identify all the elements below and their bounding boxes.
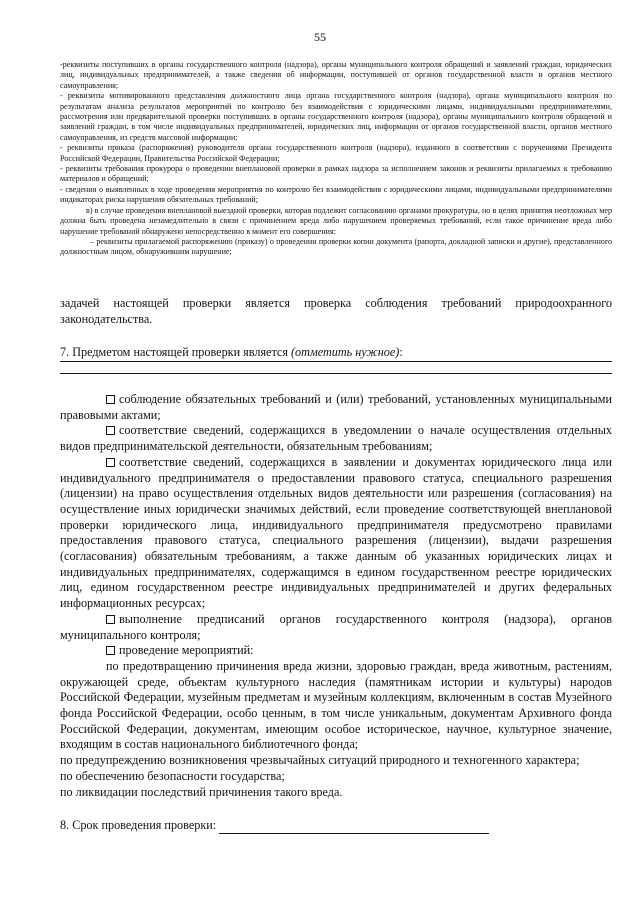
section-7-colon: : (399, 345, 403, 359)
option-notification: соответствие сведений, содержащихся в уведомлении о начале осуществления отдельных видов предпринимательской деятельности, обязательным требованиям; (60, 423, 612, 454)
small-paragraph: - сведения о выявленных в ходе проведения мероприятия по контролю без взаимодействия с юридическими лицами, индивидуальными предпринимателями индикаторах риска нарушения обязательных требований; (60, 184, 612, 205)
checkbox-application[interactable] (106, 458, 115, 467)
duration-field[interactable] (219, 822, 489, 834)
section-7-title: 7. Предметом настоящей проверки является (60, 345, 288, 359)
option-application: соответствие сведений, содержащихся в заявлении и документах юридического лица или индивидуального предпринимателя о предоставлении правового статуса, специального разрешения (лицензии) на право осуществления отдельных видов деятельности или разрешения (согласования) на осуществление иных юридически значимых действий, если проведение соответствующей внеплановой проверки юридического лица, индивидуального предпринимателя предусмотрено правилами предоставления правового статуса, специального разрешения (лицензии), выдачи разрешения (согласования) обязательным требованиям, а также данным об указанных юридических лицах и индивидуальных предпринимателях, содержащимся в едином государственном реестре юридических лиц, едином государственном реестре индивидуальных предпринимателей и других федеральных информационных ресурсах; (60, 454, 612, 611)
small-paragraph: -реквизиты поступивших в органы государственного контроля (надзора), органы муниципального контроля обращений и заявлений граждан, юридических лиц, индивидуальных предпринимателей, а также сведения об информации, поступившей от органов государственной власти и органов местного самоуправления; (60, 60, 612, 90)
small-paragraph: в) в случае проведения внеплановой выездной проверки, которая подлежит согласованию органами прокуратуры, но в целях принятия неотложных мер должна быть проведена незамедлительно в связи с причинением вреда либо нарушением проверяемых требований, если такое причинение вреда либо нарушение требований обнаружено непосредственно в момент его совершения: (60, 205, 612, 236)
small-paragraph: - реквизиты мотивированного представления должностного лица органа государственного контроля (надзора), органа муниципального контроля по результатам анализа результатов мероприятий по контролю без взаимодействия с юридическими лицами, индивидуальными предпринимателями, рассмотрения или предварительной проверки поступивших в органы государственного контроля (надзора), органы муниципального контроля обращений и заявлений граждан, в том числе индивидуальных предпринимателей, юридических лиц, информации от органов государственной власти, органов местного самоуправления, из средств массовой информации; (60, 91, 612, 142)
option-measures: проведение мероприятий: (119, 643, 254, 658)
page-number: 55 (314, 30, 326, 44)
small-paragraph: - реквизиты приказа (распоряжения) руководителя органа государственного контроля (надзора), изданного в соответствии с поручениями Президента Российской Федерации, Правительства Российской Федерации; (60, 143, 612, 163)
checkbox-notification[interactable] (106, 426, 115, 435)
small-paragraph: – реквизиты прилагаемой распоряжению (приказу) о проведении проверки копии документа (рапорта, докладной записки и другие), представленного должностным лицом, обнаружившим нарушение; (60, 236, 612, 257)
task-text-block (60, 296, 612, 327)
measure-item: по ликвидации последствий причинения такого вреда. (60, 784, 343, 799)
blank-line (60, 362, 612, 374)
checkbox-measures[interactable] (106, 646, 115, 655)
options-block (60, 392, 612, 800)
section-7-heading (60, 345, 612, 374)
section-8 (60, 818, 612, 834)
measure-item: по обеспечению безопасности государства; (60, 768, 285, 783)
option-compliance: соблюдение обязательных требований и (или) требований, установленных муниципальными правовыми актами; (60, 392, 612, 422)
measure-item: по предотвращению причинения вреда жизни, здоровью граждан, вреда животным, растениям, окружающей среде, объектам культурного наследия (памятникам истории и культуры) народов Российской Федерации, музейным предметам и музейным коллекциям, включенным в состав Музейного фонда Российской Федерации, особо ценным, в том числе уникальным, документам Архивного фонда Российской Федерации, документам, имеющим особое историческое, научное, культурное значение, входящим в состав национального библиотечного фонда; (60, 658, 612, 752)
section-7-note: (отметить нужное) (291, 345, 400, 359)
checkbox-orders[interactable] (106, 615, 115, 624)
small-print-block (60, 60, 612, 258)
small-paragraph: - реквизиты требования прокурора о проведении внеплановой проверки в рамках надзора за исполнением законов и реквизиты прилагаемых к требованию материалов и обращений; (60, 164, 612, 184)
measure-item: по предупреждению возникновения чрезвычайных ситуаций природного и техногенного характера; (60, 753, 580, 768)
task-text: задачей настоящей проверки является проверка соблюдения требований природоохранного законодательства. (60, 296, 612, 326)
checkbox-compliance[interactable] (106, 395, 115, 404)
section-8-label: 8. Срок проведения проверки: (60, 818, 217, 832)
option-orders: выполнение предписаний органов государственного контроля (надзора), органов муниципального контроля; (60, 611, 612, 642)
